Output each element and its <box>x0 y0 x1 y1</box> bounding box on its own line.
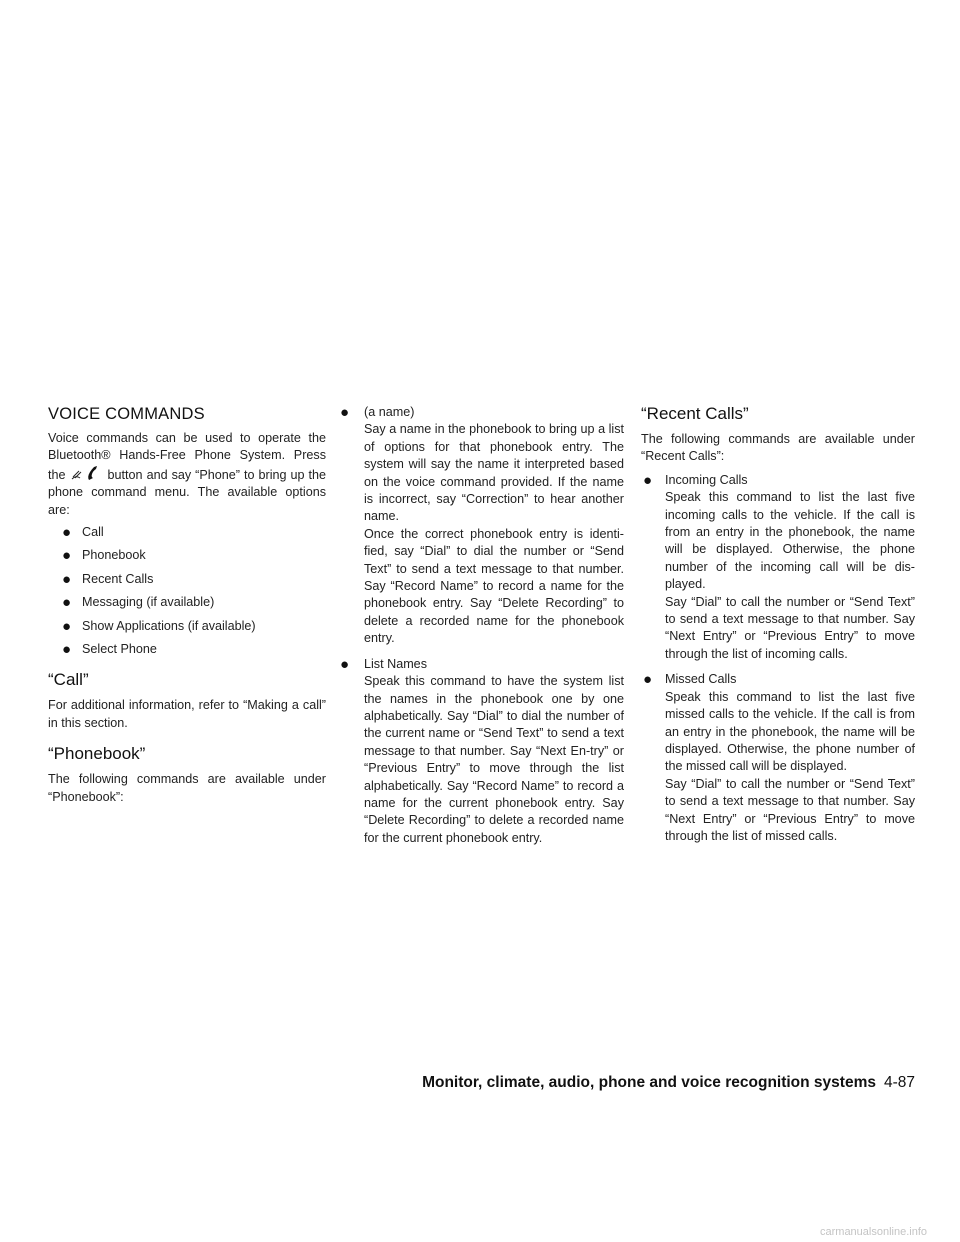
list-item: ● Call <box>62 524 104 542</box>
phonebook-entry-a-name <box>340 404 624 648</box>
phonebook-heading: “Phonebook” <box>48 744 146 764</box>
entry-paragraph: Say “Dial” to call the number or “Send Text” to send a text message to that number. Say “Next Entry” or “Previous Entry” to move through the list of missed calls. <box>665 776 915 843</box>
list-item: ● Phonebook <box>62 547 146 565</box>
column-left <box>48 404 326 806</box>
bullet-icon: ● <box>62 547 72 565</box>
list-item: ● Select Phone <box>62 640 157 658</box>
recent-calls-entry-missed <box>643 671 915 845</box>
bullet-icon: ● <box>62 594 72 612</box>
call-text: For additional information, refer to “Making a call” in this section. <box>48 698 326 730</box>
bullet-icon: ● <box>643 471 653 489</box>
page-number: 4-87 <box>883 1074 915 1091</box>
entry-paragraph: Speak this command to list the last five missed calls to the vehicle. If the call is from an entry in the phonebook, the name will be displayed. Otherwise, the phone number of the missed call will be displayed. <box>665 689 915 774</box>
entry-paragraph: Say a name in the phonebook to bring up a list of options for that phonebook entry. The system will say the name it interpreted based on the voice command provided. If the name is incorrect, say “Correction” to hear another name. <box>364 422 624 524</box>
entry-paragraph: Speak this command to list the last five incoming calls to the vehicle. If the call is from an entry in the phonebook, the name will be displayed. Otherwise, the phone number of the incoming call will be dis-played. <box>665 490 915 592</box>
call-heading: “Call” <box>48 670 89 690</box>
entry-name: Missed Calls <box>665 672 737 687</box>
column-middle <box>340 404 624 855</box>
entry-paragraph: Say “Dial” to call the number or “Send Text” to send a text message to that number. Say “Next Entry” or “Previous Entry” to move through the list of incoming calls. <box>665 594 915 661</box>
options-list <box>48 524 326 658</box>
bullet-icon: ● <box>340 404 350 421</box>
section-title: VOICE COMMANDS <box>48 405 205 423</box>
bullet-icon: ● <box>62 617 72 635</box>
bullet-icon: ● <box>62 640 72 658</box>
bullet-icon: ● <box>62 570 72 588</box>
entry-name: Incoming Calls <box>665 472 748 487</box>
column-right <box>641 404 915 853</box>
page-footer <box>422 1074 915 1092</box>
entry-paragraph: Speak this command to have the system list the names in the phonebook one by one alphabetically. Say “Dial” to dial the number of the current name or “Send Text” to send a text message to that number. Say “Next En-try” or “Previous Entry” to move through the list alphabetically. Say “Record Name” to record a name for the current phonebook entry. Say “Delete Recording” to delete a recorded name for the current phonebook entry. <box>364 674 624 845</box>
intro-paragraph <box>48 430 326 519</box>
list-item: ● Recent Calls <box>62 570 154 588</box>
intro-text-before: Voice commands can be used to operate the Bluetooth® Hands-Free Phone System. Press the <box>48 431 326 482</box>
recent-calls-heading: “Recent Calls” <box>641 404 749 423</box>
recent-calls-entry-incoming <box>643 472 915 663</box>
bullet-icon: ● <box>340 655 350 673</box>
entry-paragraph: Once the correct phonebook entry is identi-fied, say “Dial” to dial the number or “Send Text” to send a text message to that number. Say “Record Name” to record a name for the phonebook entry. Say “Delete Recording” to delete a recorded name for the phonebook entry. <box>364 526 624 646</box>
intro-text-after: button and say “Phone” to bring up the phone command menu. The available options are: <box>48 467 327 517</box>
phonebook-intro: The following commands are available under “Phonebook”: <box>48 772 326 804</box>
recent-calls-intro: The following commands are available under “Recent Calls”: <box>641 432 915 464</box>
list-item: ● Show Applications (if available) <box>62 617 256 635</box>
bullet-icon: ● <box>643 671 653 689</box>
entry-name: (a name) <box>364 405 415 419</box>
bullet-icon: ● <box>62 524 72 542</box>
phonebook-entry-list-names <box>340 656 624 847</box>
footer-title: Monitor, climate, audio, phone and voice recognition systems <box>422 1074 876 1091</box>
entry-name: List Names <box>364 656 427 671</box>
watermark: carmanualsonline.info <box>820 1226 928 1238</box>
talk-phone-icon <box>70 465 104 481</box>
list-item: ● Messaging (if available) <box>62 594 215 612</box>
